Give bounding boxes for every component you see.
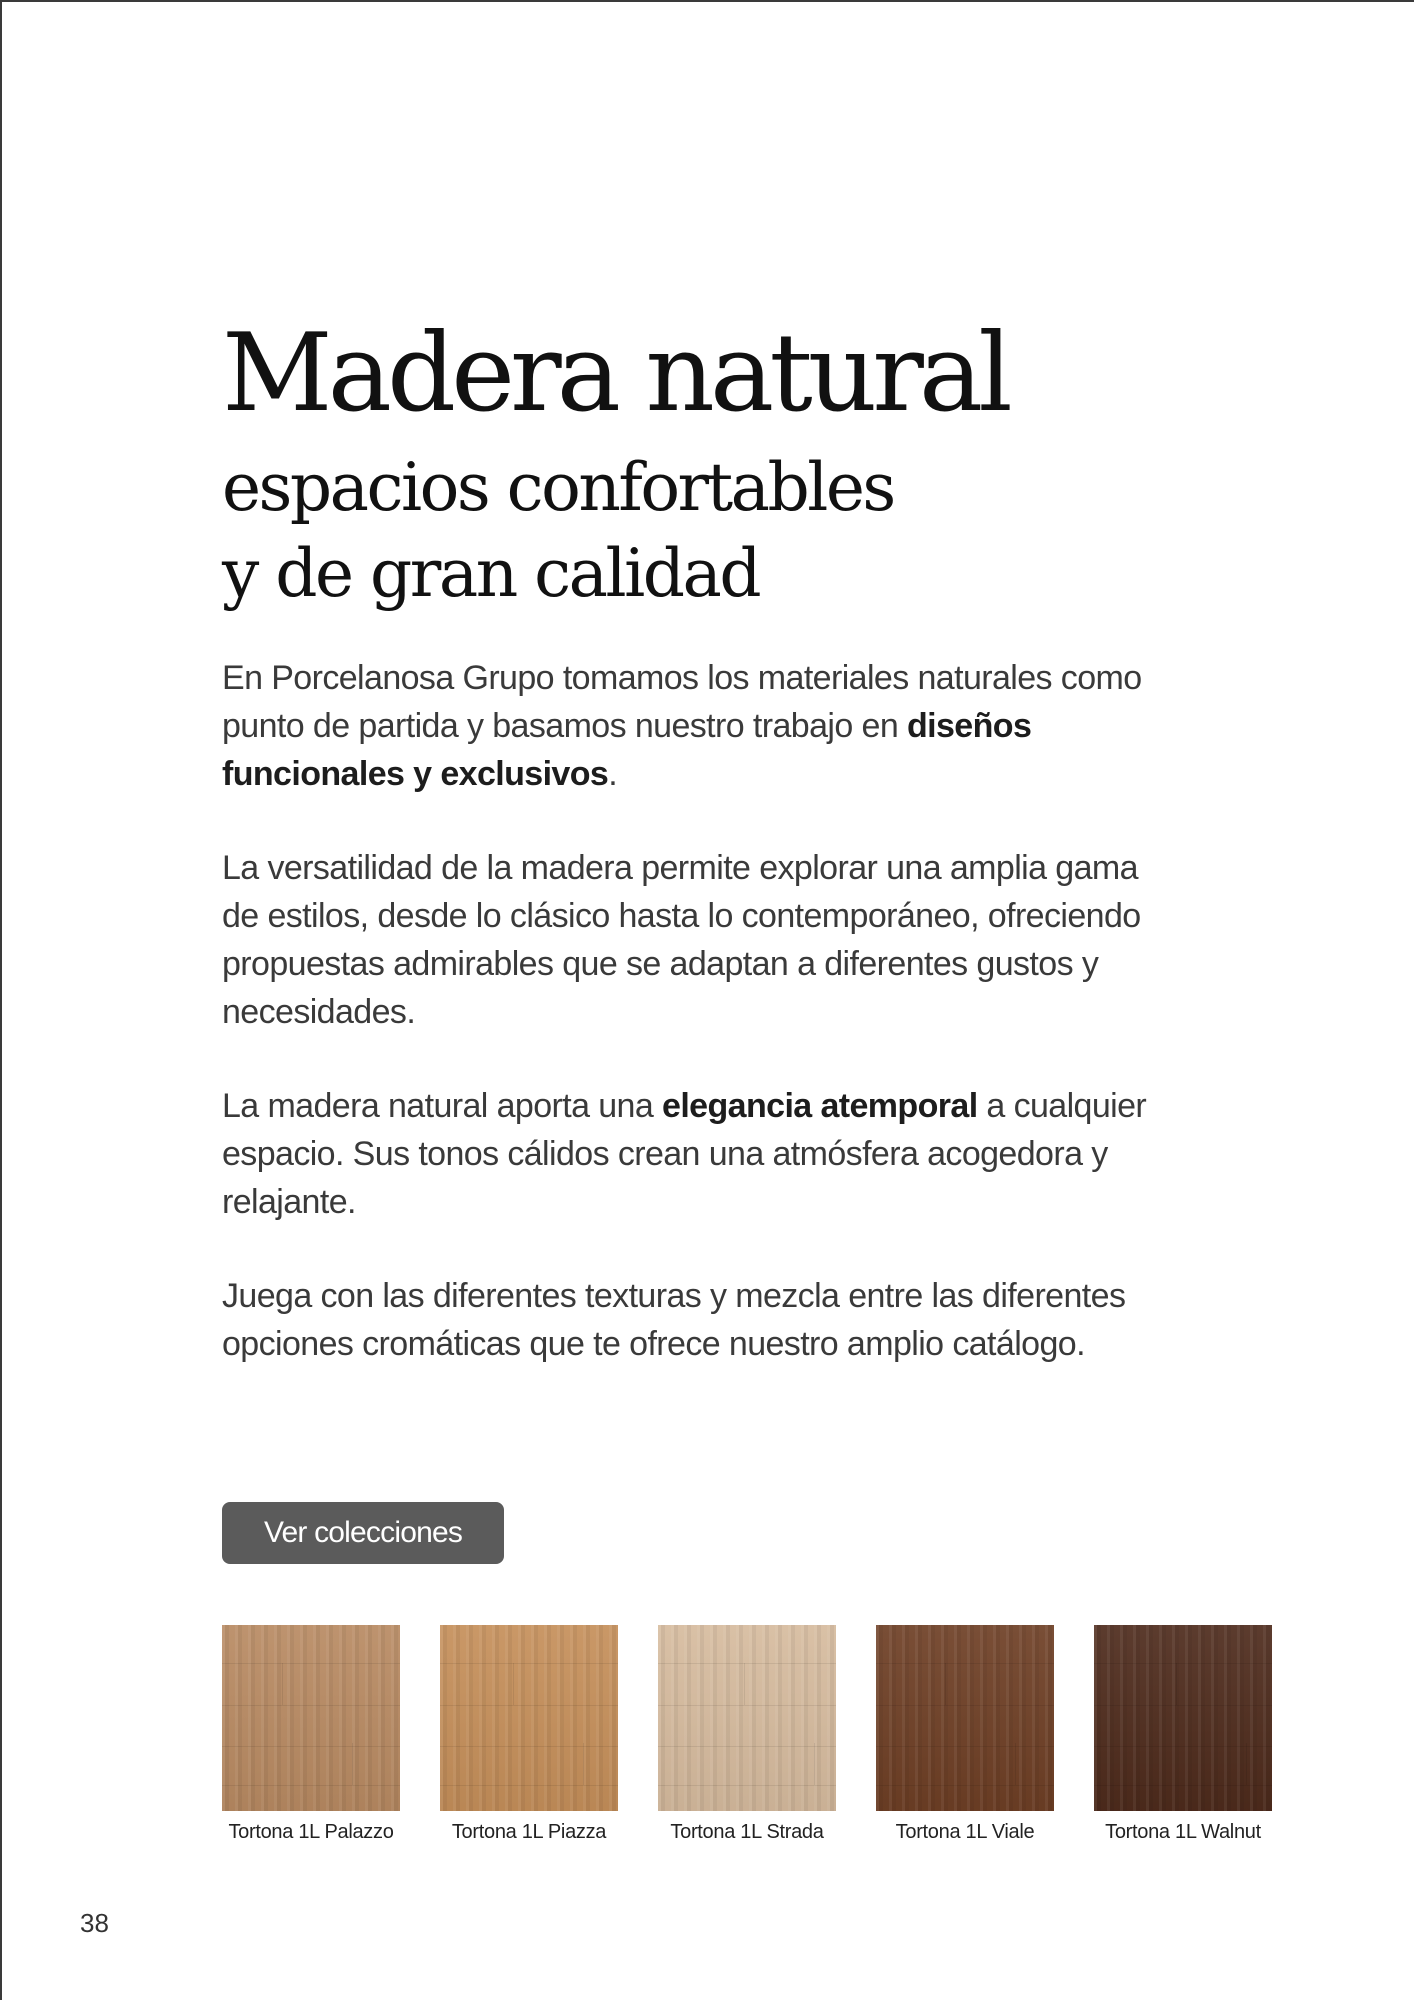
board-joint	[583, 1743, 584, 1785]
swatch-image	[876, 1625, 1054, 1811]
swatch-image	[440, 1625, 618, 1811]
plank-seam	[222, 1705, 400, 1706]
plank-seam	[222, 1785, 400, 1786]
paragraph-2	[222, 844, 1182, 1036]
board-joint	[282, 1663, 283, 1705]
plank-seam	[440, 1663, 618, 1664]
paragraph-1-text: En Porcelanosa Grupo tomamos los materiales naturales como punto de partida y basamos nuestro trabajo en	[222, 659, 1142, 745]
plank-seam	[876, 1663, 1054, 1664]
plank-seam	[876, 1705, 1054, 1706]
paragraph-3-bold: elegancia atemporal	[662, 1087, 978, 1125]
body-text	[222, 654, 1182, 1414]
swatch-caption: Tortona 1L Palazzo	[228, 1821, 394, 1843]
paragraph-2-text: La versatilidad de la madera permite explorar una amplia gama de estilos, desde lo clásico hasta lo contemporáneo, ofreciendo propuestas admirables que se adaptan a diferentes gustos y necesidades.	[222, 849, 1141, 1031]
page-subtitle	[222, 445, 894, 617]
swatch-caption: Tortona 1L Viale	[895, 1821, 1035, 1843]
subtitle-line-1: espacios confortables	[222, 449, 894, 526]
plank-seam	[222, 1663, 400, 1664]
plank-seam	[1094, 1663, 1272, 1664]
board-joint	[1176, 1663, 1177, 1705]
plank-seam	[1094, 1785, 1272, 1786]
swatch-image	[222, 1625, 400, 1811]
paragraph-4	[222, 1272, 1182, 1368]
swatch-walnut[interactable]	[1094, 1625, 1272, 1844]
board-joint	[513, 1663, 514, 1705]
swatch-viale[interactable]	[876, 1625, 1054, 1844]
paragraph-1-bold: diseños funcionales y exclusivos	[222, 707, 1032, 793]
plank-seam	[658, 1663, 836, 1664]
paragraph-3-tail: a cualquier espacio. Sus tonos cálidos crean una atmósfera acogedora y relajante.	[222, 1087, 1147, 1221]
swatch-caption: Tortona 1L Strada	[670, 1821, 824, 1843]
board-joint	[1246, 1743, 1247, 1785]
plank-seam	[222, 1746, 400, 1747]
plank-seam	[440, 1785, 618, 1786]
subtitle-line-2: y de gran calidad	[222, 535, 760, 612]
plank-seam	[440, 1705, 618, 1706]
plank-seam	[658, 1746, 836, 1747]
paragraph-1-tail: .	[608, 755, 618, 793]
swatch-image	[1094, 1625, 1272, 1811]
board-joint	[945, 1663, 946, 1705]
swatch-caption: Tortona 1L Piazza	[451, 1821, 607, 1843]
view-collections-button[interactable]: Ver colecciones	[222, 1502, 504, 1564]
page-number: 38	[80, 1908, 109, 1938]
swatch-palazzo[interactable]	[222, 1625, 400, 1844]
plank-seam	[1094, 1705, 1272, 1706]
plank-seam	[876, 1746, 1054, 1747]
board-joint	[1015, 1743, 1016, 1785]
swatch-caption: Tortona 1L Walnut	[1105, 1821, 1261, 1843]
plank-seam	[658, 1705, 836, 1706]
plank-seam	[658, 1785, 836, 1786]
wood-swatch-list	[222, 1625, 1272, 1844]
paragraph-1	[222, 654, 1182, 798]
paragraph-3	[222, 1082, 1182, 1226]
plank-seam	[440, 1746, 618, 1747]
swatch-strada[interactable]	[658, 1625, 836, 1844]
paragraph-4-text: Juega con las diferentes texturas y mezcla entre las diferentes opciones cromáticas que te ofrece nuestro amplio catálogo.	[222, 1277, 1126, 1363]
board-joint	[814, 1743, 815, 1785]
plank-seam	[876, 1785, 1054, 1786]
board-joint	[352, 1743, 353, 1785]
board-joint	[744, 1663, 745, 1705]
paragraph-3-text: La madera natural aporta una	[222, 1087, 663, 1125]
page-title: Madera natural	[222, 311, 1008, 436]
swatch-image	[658, 1625, 836, 1811]
swatch-piazza[interactable]	[440, 1625, 618, 1844]
